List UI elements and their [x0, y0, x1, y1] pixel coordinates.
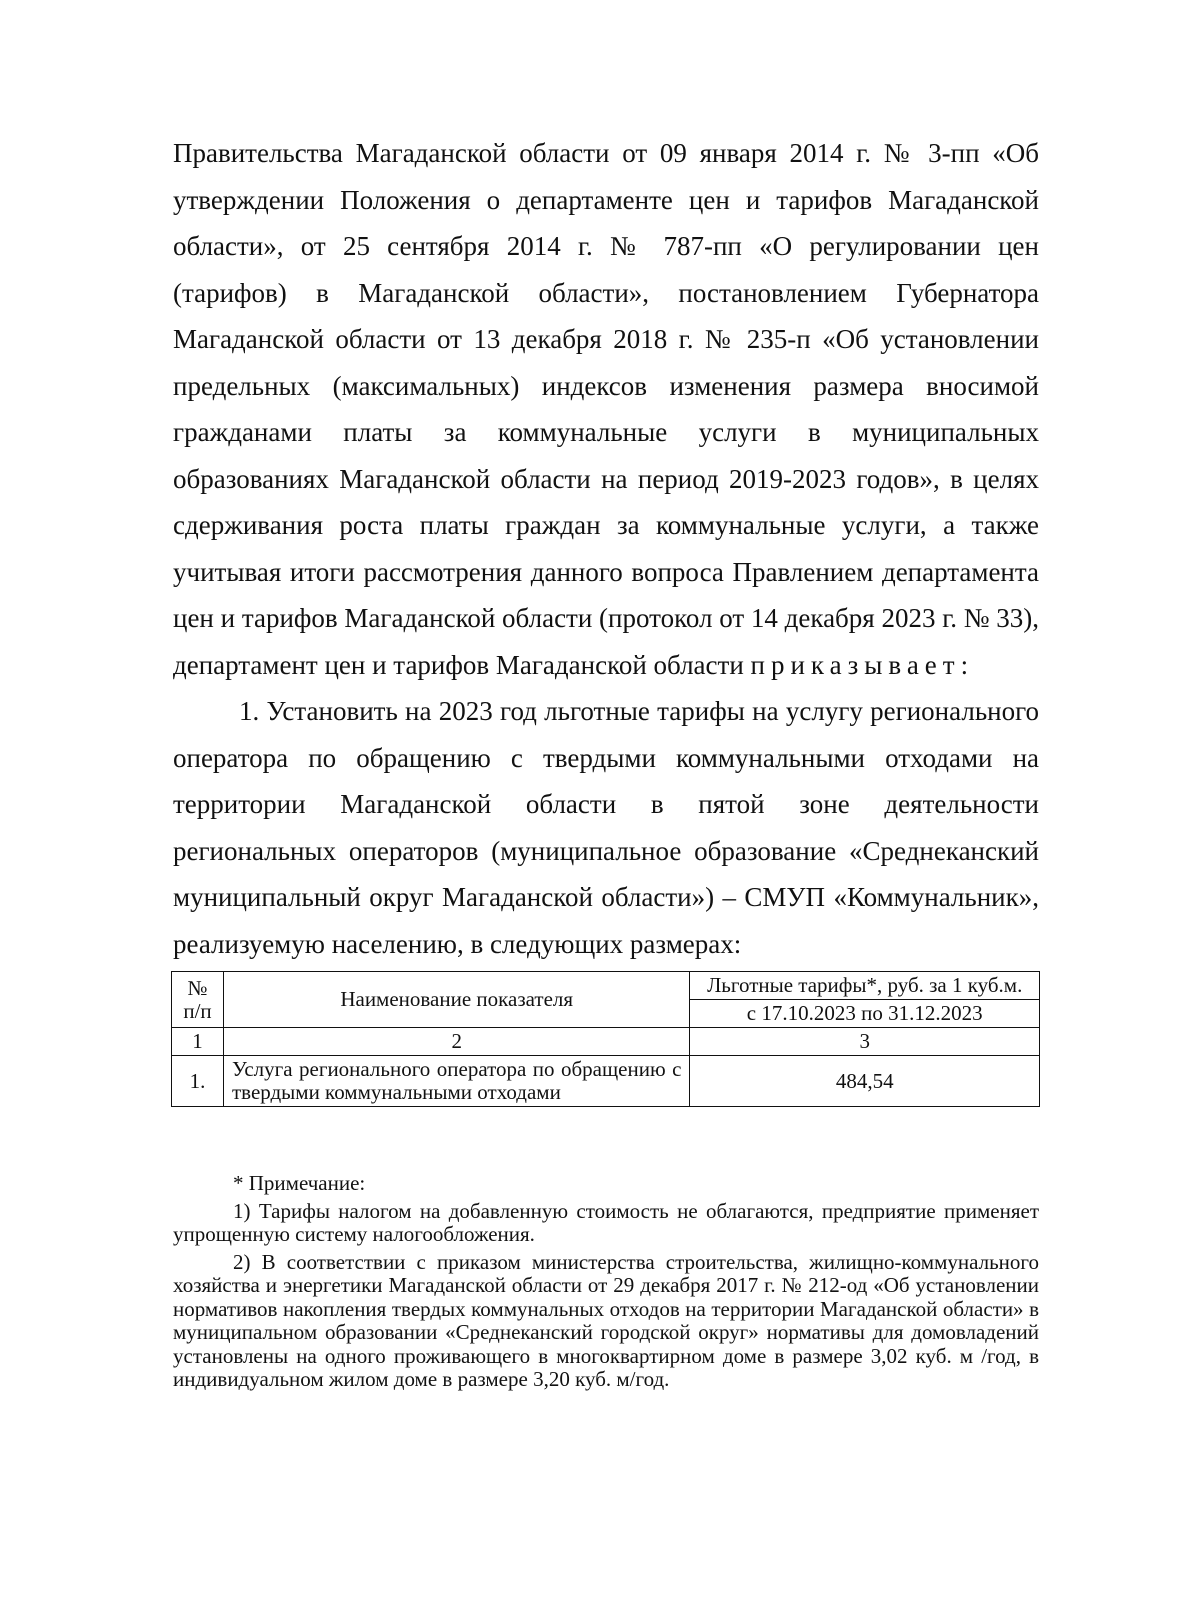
order-word: приказывает:	[750, 649, 975, 680]
preamble-paragraph	[173, 130, 1039, 688]
column-number-1: 1	[172, 1028, 224, 1056]
clause-1-paragraph: 1. Установить на 2023 год льготные тарифы на услугу регионального оператора по обращению с твердыми коммунальными отходами на территории Магаданской области в пятой зоне деятельности региональных операторов (муниципальное образование «Среднеканский муниципальный округ Магаданской области») – СМУП «Коммунальник», реализуемую населению, в следующих размерах:	[173, 696, 1039, 959]
note-2: 2) В соответствии с приказом министерства строительства, жилищно-коммунального хозяйства и энергетики Магаданской области от 29 декабря 2017 г. № 212-од «Об установлении нормативов накопления твердых коммунальных отходов на территории Магаданской области» в муниципальном образовании «Среднеканский городской округ» нормативы для домовладений установлены на одного проживающего в многоквартирном доме в размере 3,02 куб. м /год, в индивидуальном жилом доме в размере 3,20 куб. м/год.	[173, 1249, 1039, 1391]
notes-title: * Примечание:	[233, 1171, 366, 1195]
column-number-3: 3	[690, 1028, 1040, 1056]
row-number: 1.	[172, 1056, 224, 1107]
note-1: 1) Тарифы налогом на добавленную стоимость не облагаются, предприятие применяет упрощенную систему налогообложения.	[173, 1198, 1039, 1246]
row-value: 484,54	[690, 1056, 1040, 1107]
header-tariff: Льготные тарифы*, руб. за 1 куб.м.	[690, 972, 1040, 1000]
preamble-text: Правительства Магаданской области от 09 января 2014 г. № 3-пп «Об утверждении Положения о департаменте цен и тарифов Магаданской области», от 25 сентября 2014 г. № 787-пп «О регулировании цен (тарифов) в Магаданской области», постановлением Губернатора Магаданской области от 13 декабря 2018 г. № 235-п «Об установлении предельных (максимальных) индексов изменения размера вносимой гражданами платы за коммунальные услуги в муниципальных образованиях Магаданской области на период 2019-2023 годов», в целях сдерживания роста платы граждан за коммунальные услуги, а также учитывая итоги рассмотрения данного вопроса Правлением департамента цен и тарифов Магаданской области (протокол от 14 декабря 2023 г. № 33), департамент цен и тарифов Магаданской области	[173, 138, 1039, 680]
notes-section	[173, 1172, 1039, 1396]
header-name: Наименование показателя	[223, 972, 689, 1028]
header-number: № п/п	[172, 972, 224, 1028]
table-row	[172, 1056, 1040, 1107]
header-period: с 17.10.2023 по 31.12.2023	[690, 1000, 1040, 1028]
tariff-table	[171, 971, 1040, 1107]
column-number-2: 2	[223, 1028, 689, 1056]
order-body	[173, 130, 1039, 967]
row-name: Услуга регионального оператора по обращению с твердыми коммунальными отходами	[223, 1056, 689, 1107]
